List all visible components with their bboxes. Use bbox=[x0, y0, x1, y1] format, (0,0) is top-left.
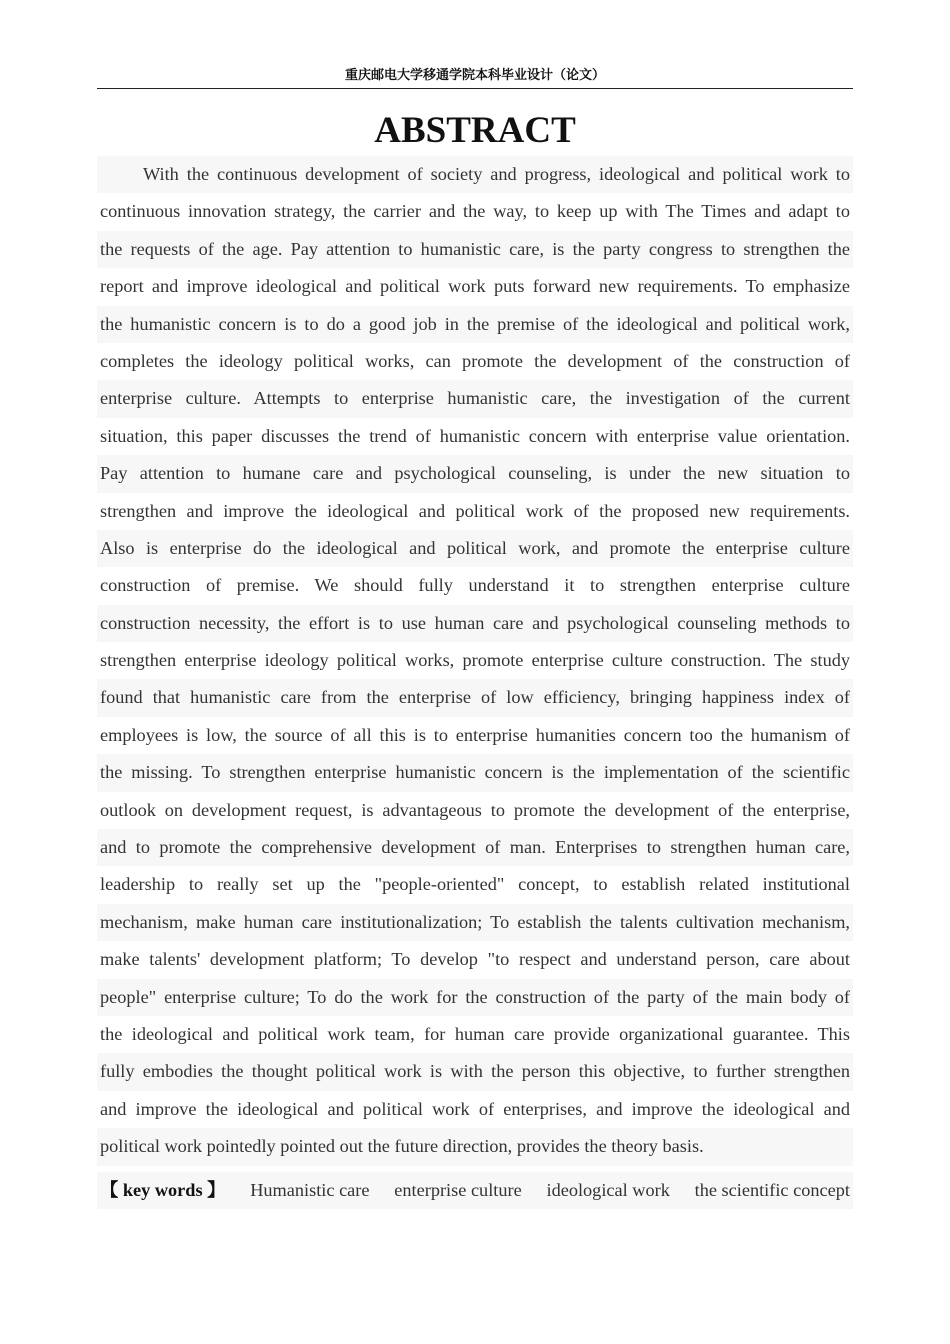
keywords-label: 【 key words 】 bbox=[100, 1180, 226, 1200]
header-text: 重庆邮电大学移通学院本科毕业设计（论文） bbox=[344, 68, 605, 83]
abstract-line: enterprise culture. Attempts to enterprise humanistic care, the investigation of the current bbox=[97, 380, 853, 417]
abstract-line: the ideological and political work team, for human care provide organizational guarantee. This bbox=[100, 1023, 850, 1044]
abstract-line: strengthen and improve the ideological and political work of the proposed new requirements. bbox=[100, 500, 850, 521]
abstract-line: Pay attention to humane care and psychological counseling, is under the new situation to bbox=[97, 455, 853, 492]
abstract-line: and improve the ideological and political work of enterprises, and improve the ideological and bbox=[100, 1098, 850, 1119]
abstract-line: leadership to really set up the "people-oriented" concept, to establish related institutional bbox=[100, 874, 850, 895]
keyword-item: the scientific concept bbox=[694, 1180, 850, 1200]
abstract-line: construction necessity, the effort is to use human care and psychological counseling methods to bbox=[97, 605, 853, 642]
abstract-line: construction of premise. We should fully understand it to strengthen enterprise culture bbox=[100, 575, 850, 596]
abstract-line: the humanistic concern is to do a good job in the premise of the ideological and political work, bbox=[97, 306, 853, 343]
abstract-line: employees is low, the source of all this is to enterprise humanities concern too the humanism of bbox=[100, 724, 850, 745]
abstract-line: With the continuous development of society and progress, ideological and political work to bbox=[97, 156, 853, 193]
keyword-item: enterprise culture bbox=[394, 1180, 522, 1200]
abstract-line: people" enterprise culture; To do the work for the construction of the party of the main body of bbox=[97, 979, 853, 1016]
keywords-row bbox=[97, 1172, 853, 1209]
abstract-line: and to promote the comprehensive development of man. Enterprises to strengthen human care, bbox=[97, 829, 853, 866]
abstract-line: Also is enterprise do the ideological and political work, and promote the enterprise culture bbox=[97, 530, 853, 567]
abstract-line: the requests of the age. Pay attention to humanistic care, is the party congress to strengthen the bbox=[97, 231, 853, 268]
abstract-line: the missing. To strengthen enterprise humanistic concern is the implementation of the scientific bbox=[97, 754, 853, 791]
abstract-line: situation, this paper discusses the trend of humanistic concern with enterprise value orientation. bbox=[100, 425, 850, 446]
abstract-line: make talents' development platform; To develop "to respect and understand person, care about bbox=[100, 949, 850, 970]
abstract-body bbox=[97, 156, 853, 1166]
keyword-item: Humanistic care bbox=[250, 1180, 370, 1200]
abstract-line: continuous innovation strategy, the carrier and the way, to keep up with The Times and adapt to bbox=[100, 201, 850, 222]
abstract-line: completes the ideology political works, can promote the development of the construction of bbox=[100, 350, 850, 371]
page-header bbox=[97, 66, 853, 89]
abstract-line: fully embodies the thought political work is with the person this objective, to further strengthen bbox=[97, 1053, 853, 1090]
abstract-line: found that humanistic care from the enterprise of low efficiency, bringing happiness index of bbox=[97, 679, 853, 716]
abstract-line: report and improve ideological and political work puts forward new requirements. To emphasize bbox=[100, 276, 850, 297]
keyword-item: ideological work bbox=[546, 1180, 670, 1200]
abstract-line: political work pointedly pointed out the future direction, provides the theory basis. bbox=[97, 1128, 853, 1165]
abstract-line: outlook on development request, is advantageous to promote the development of the enterprise, bbox=[100, 799, 850, 820]
abstract-line: mechanism, make human care institutionalization; To establish the talents cultivation mechanism, bbox=[97, 904, 853, 941]
page-title: ABSTRACT bbox=[374, 110, 576, 151]
abstract-line: strengthen enterprise ideology political works, promote enterprise culture construction. The study bbox=[100, 650, 850, 671]
